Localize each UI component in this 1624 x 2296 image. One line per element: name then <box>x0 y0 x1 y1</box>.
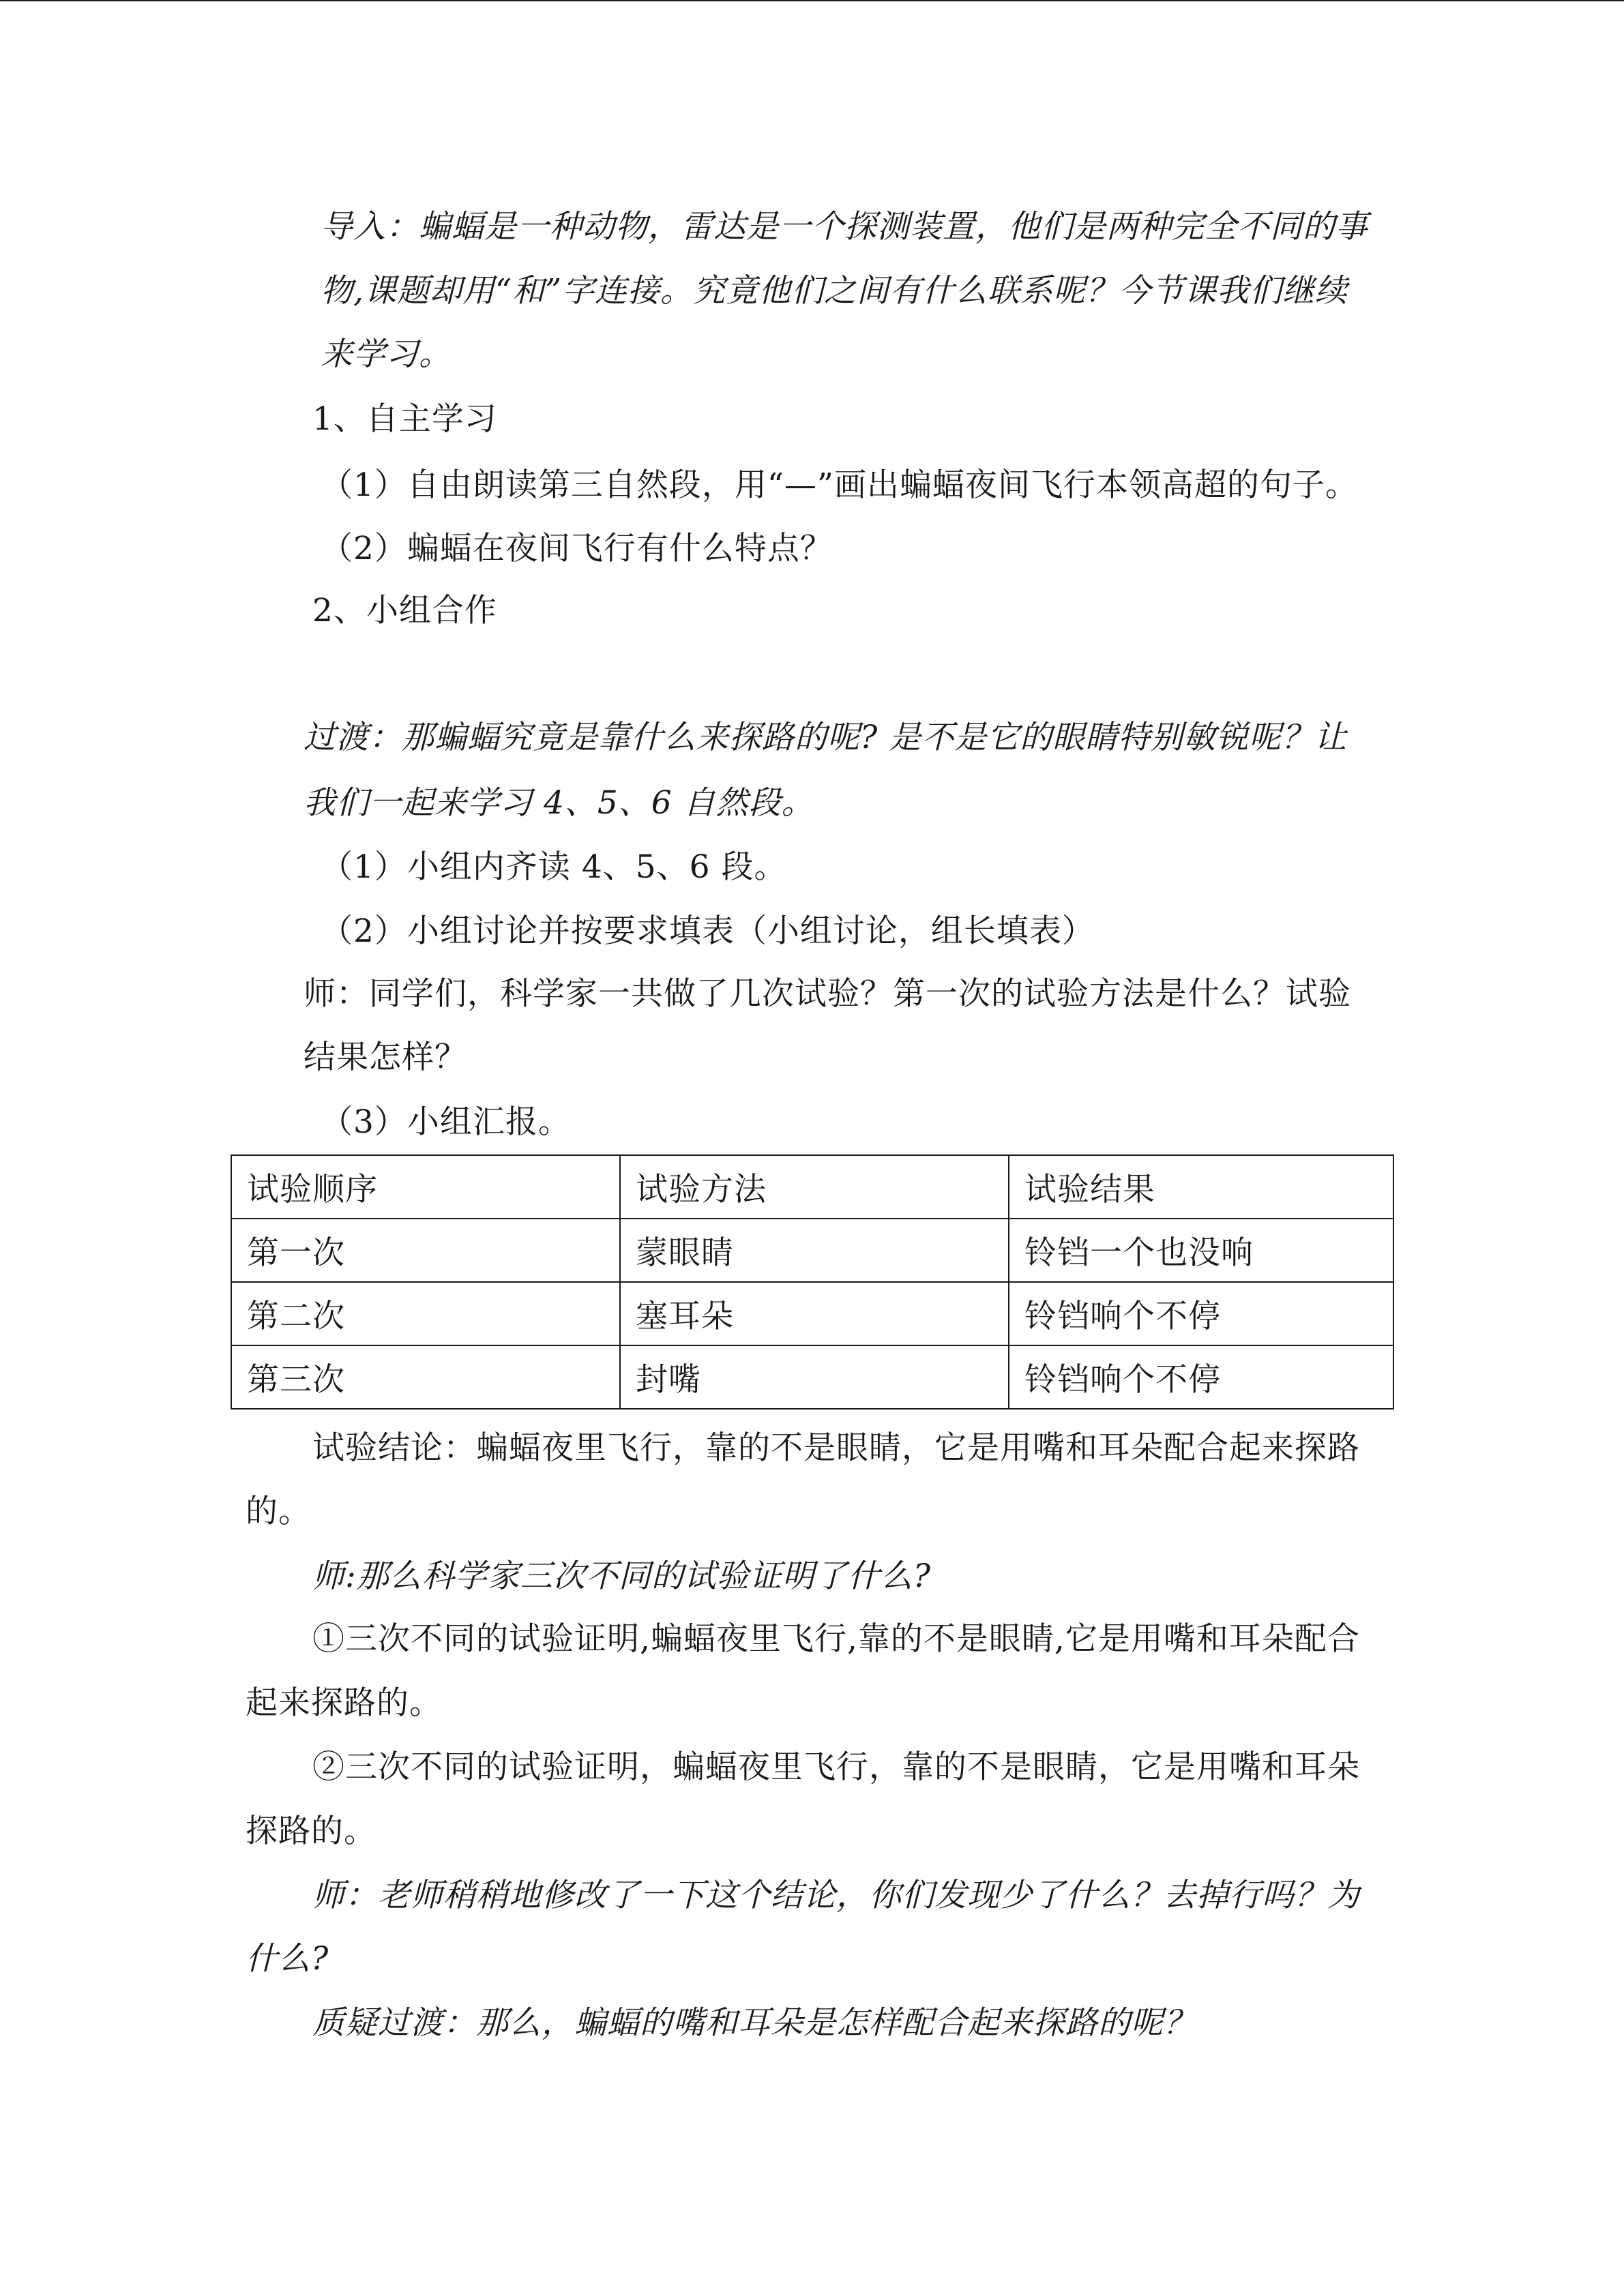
table-cell: 塞耳朵 <box>620 1282 1009 1345</box>
top-border <box>0 0 1624 1</box>
final-transition: 质疑过渡：那么，蝙蝠的嘴和耳朵是怎样配合起来探路的呢？ <box>312 2004 1196 2042</box>
teacher-remark-line-1: 师：老师稍稍地修改了一下这个结论，你们发现少了什么？去掉行吗？为 <box>312 1877 1360 1914</box>
teacher-question-line-2: 结果怎样？ <box>304 1039 467 1076</box>
table-cell: 铃铛响个不停 <box>1009 1345 1393 1409</box>
table-cell: 铃铛一个也没响 <box>1009 1219 1393 1282</box>
conclusion-line-2: 的。 <box>246 1493 311 1530</box>
teacher-question-2: 师:那么科学家三次不同的试验证明了什么? <box>312 1557 932 1595</box>
table-cell: 铃铛响个不停 <box>1009 1282 1393 1345</box>
transition-line-2: 我们一起来学习 4、5、6 自然段。 <box>304 784 814 822</box>
group-item-1: （1）小组内齐读 4、5、6 段。 <box>321 848 787 886</box>
teacher-question-line-1: 师：同学们，科学家一共做了几次试验？第一次的试验方法是什么？试验 <box>304 975 1351 1013</box>
group-item-2: （2）小组讨论并按要求填表（小组讨论，组长填表） <box>321 912 1095 950</box>
table-cell: 第三次 <box>231 1345 620 1409</box>
intro-line-2: 物,课题却用“和”字连接。究竟他们之间有什么联系呢？今节课我们继续 <box>321 272 1348 310</box>
teacher-remark-line-2: 什么? <box>246 1940 329 1978</box>
section-1-item-1: （1）自由朗读第三自然段，用“—”画出蝙蝠夜间飞行本领高超的句子。 <box>321 466 1358 504</box>
table-cell: 蒙眼睛 <box>620 1219 1009 1282</box>
table-header-row <box>231 1155 1393 1219</box>
table-row <box>231 1219 1393 1282</box>
section-1-item-2: （2）蝙蝠在夜间飞行有什么特点？ <box>321 530 833 567</box>
table-header-cell: 试验顺序 <box>231 1155 620 1219</box>
section-1-title: 1、自主学习 <box>312 400 497 438</box>
transition-line-1: 过渡：那蝙蝠究竟是靠什么来探路的呢? 是不是它的眼睛特别敏锐呢？让 <box>304 719 1348 756</box>
intro-line-1: 导入：蝙蝠是一种动物，雷达是一个探测装置，他们是两种完全不同的事 <box>321 208 1368 245</box>
intro-line-3: 来学习。 <box>321 336 452 373</box>
conclusion-line-1: 试验结论：蝙蝠夜里飞行，靠的不是眼睛，它是用嘴和耳朵配合起来探路 <box>312 1429 1360 1467</box>
group-item-3: （3）小组汇报。 <box>321 1103 571 1141</box>
table-cell: 第二次 <box>231 1282 620 1345</box>
table-header-cell: 试验方法 <box>620 1155 1009 1219</box>
answer-2-line-2: 探路的。 <box>246 1813 377 1850</box>
answer-2-line-1: ②三次不同的试验证明，蝙蝠夜里飞行，靠的不是眼睛，它是用嘴和耳朵 <box>312 1748 1360 1786</box>
answer-1-line-1: ①三次不同的试验证明,蝙蝠夜里飞行,靠的不是眼睛,它是用嘴和耳朵配合 <box>312 1620 1360 1658</box>
table-row <box>231 1345 1393 1409</box>
section-2-title: 2、小组合作 <box>312 592 497 629</box>
table-row <box>231 1282 1393 1345</box>
table-cell: 第一次 <box>231 1219 620 1282</box>
answer-1-line-2: 起来探路的。 <box>246 1684 442 1722</box>
trial-table <box>231 1154 1394 1410</box>
table-cell: 封嘴 <box>620 1345 1009 1409</box>
table-header-cell: 试验结果 <box>1009 1155 1393 1219</box>
